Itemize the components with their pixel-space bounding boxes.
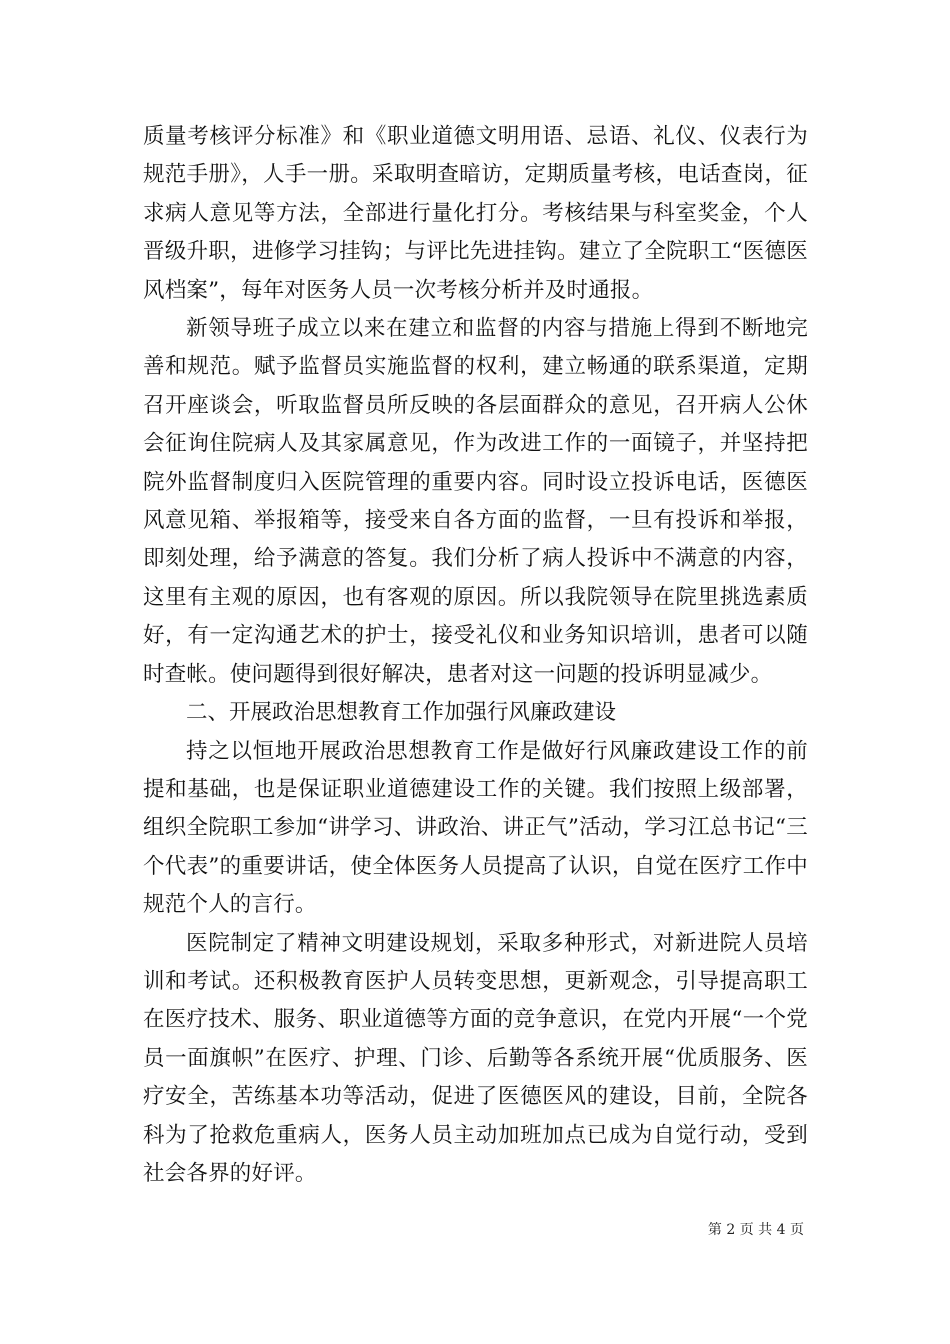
page-number-footer: 第 2 页 共 4 页 [707,1222,804,1238]
paragraph-political-education: 持之以恒地开展政治思想教育工作是做好行风廉政建设工作的前提和基础，也是保证职业道德建设工作的关键。我们按照上级部署，组织全院职工参加“讲学习、讲政治、讲正气”活动，学习江总书记“三个代表”的重要讲话，使全体医务人员提高了认识，自觉在医疗工作中规范个人的言行。 [143,738,808,918]
paragraph-civilization-plan: 医院制定了精神文明建设规划，采取多种形式，对新进院人员培训和考试。还积极教育医护人员转变思想，更新观念，引导提高职工在医疗技术、服务、职业道德等方面的竞争意识，在党内开展“一个党员一面旗帜”在医疗、护理、门诊、后勤等各系统开展“优质服务、医疗安全，苦练基本功等活动，促进了医德医风的建设，目前，全院各科为了抢救危重病人，医务人员主动加班加点已成为自觉行动，受到社会各界的好评。 [143,930,808,1186]
paragraph-assessment: 质量考核评分标准》和《职业道德文明用语、忌语、礼仪、仪表行为规范手册》，人手一册。采取明查暗访，定期质量考核，电话查岗，征求病人意见等方法，全部进行量化打分。考核结果与科室奖金，个人晋级升职，进修学习挂钩；与评比先进挂钩。建立了全院职工“医德医风档案”，每年对医务人员一次考核分析并及时通报。 [143,124,808,303]
document-body [143,118,808,1193]
section-heading: 二、开展政治思想教育工作加强行风廉政建设 [186,700,617,726]
paragraph-supervision: 新领导班子成立以来在建立和监督的内容与措施上得到不断地完善和规范。赋予监督员实施监督的权利，建立畅通的联系渠道，定期召开座谈会，听取监督员所反映的各层面群众的意见，召开病人公休会征询住院病人及其家属意见，作为改进工作的一面镜子，并坚持把院外监督制度归入医院管理的重要内容。同时设立投诉电话，医德医风意见箱、举报箱等，接受来自各方面的监督，一旦有投诉和举报，即刻处理，给予满意的答复。我们分析了病人投诉中不满意的内容，这里有主观的原因，也有客观的原因。所以我院领导在院里挑选素质好，有一定沟通艺术的护士，接受礼仪和业务知识培训，患者可以随时查帐。使问题得到很好解决，患者对这一问题的投诉明显减少。 [143,316,808,687]
